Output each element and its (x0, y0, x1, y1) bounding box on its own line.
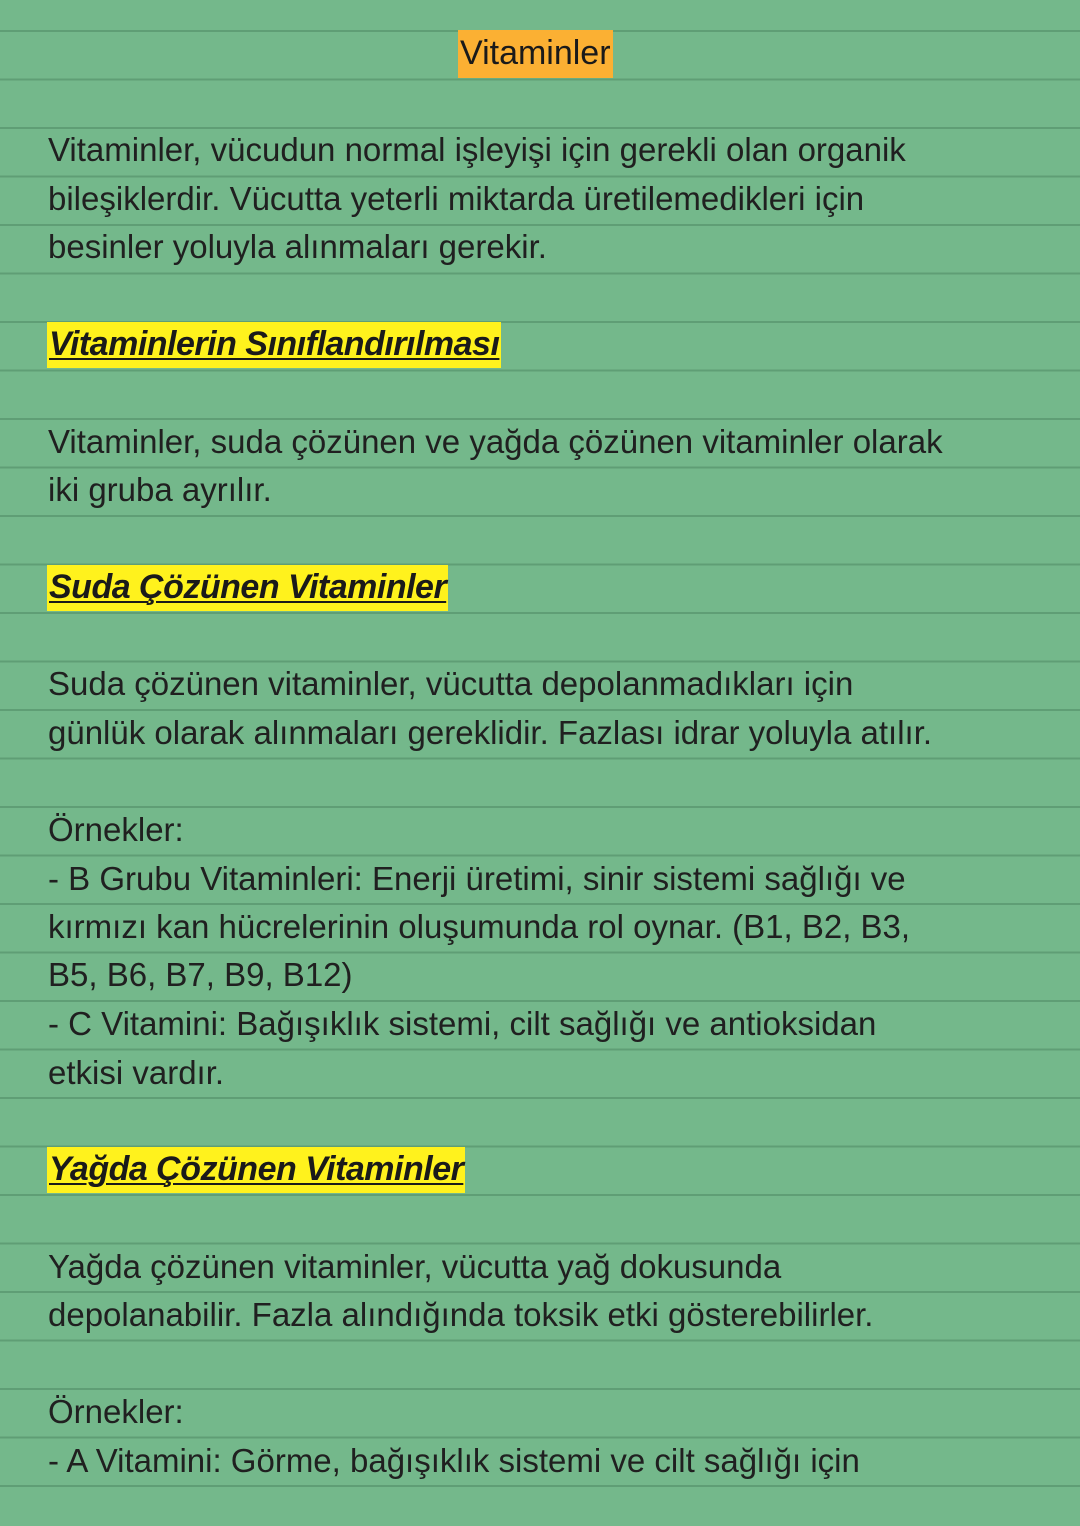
classification-heading: Vitaminlerin Sınıflandırılması (47, 322, 501, 368)
water-soluble-line-2: günlük olarak alınmaları gereklidir. Fazlası idrar yoluyla atılır. (48, 714, 933, 751)
fat-soluble-example-line-1: - A Vitamini: Görme, bağışıklık sistemi ve cilt sağlığı için (48, 1442, 860, 1479)
fat-soluble-line-2: depolanabilir. Fazla alındığında toksik etki gösterebilirler. (48, 1296, 874, 1333)
intro-line-3: besinler yoluyla alınmaları gerekir. (48, 228, 547, 265)
classification-line-1: Vitaminler, suda çözünen ve yağda çözünen vitaminler olarak (48, 423, 943, 460)
page-title: Vitaminler (458, 30, 613, 78)
fat-soluble-examples-label: Örnekler: (48, 1393, 184, 1430)
water-soluble-example-line-5: etkisi vardır. (48, 1054, 225, 1091)
fat-soluble-heading: Yağda Çözünen Vitaminler (47, 1147, 465, 1193)
water-soluble-example-line-4: - C Vitamini: Bağışıklık sistemi, cilt sağlığı ve antioksidan (48, 1005, 877, 1042)
water-soluble-heading: Suda Çözünen Vitaminler (47, 565, 448, 611)
intro-line-2: bileşiklerdir. Vücutta yeterli miktarda üretilemedikleri için (48, 180, 865, 217)
water-soluble-example-line-2: kırmızı kan hücrelerinin oluşumunda rol oynar. (B1, B2, B3, (48, 908, 911, 945)
water-soluble-example-line-1: - B Grubu Vitaminleri: Enerji üretimi, sinir sistemi sağlığı ve (48, 860, 906, 897)
water-soluble-example-line-3: B5, B6, B7, B9, B12) (48, 956, 353, 993)
water-soluble-examples-label: Örnekler: (48, 811, 184, 848)
intro-line-1: Vitaminler, vücudun normal işleyişi için gerekli olan organik (48, 131, 906, 168)
water-soluble-line-1: Suda çözünen vitaminler, vücutta depolanmadıkları için (48, 665, 854, 702)
fat-soluble-line-1: Yağda çözünen vitaminler, vücutta yağ dokusunda (48, 1248, 782, 1285)
classification-line-2: iki gruba ayrılır. (48, 471, 272, 508)
